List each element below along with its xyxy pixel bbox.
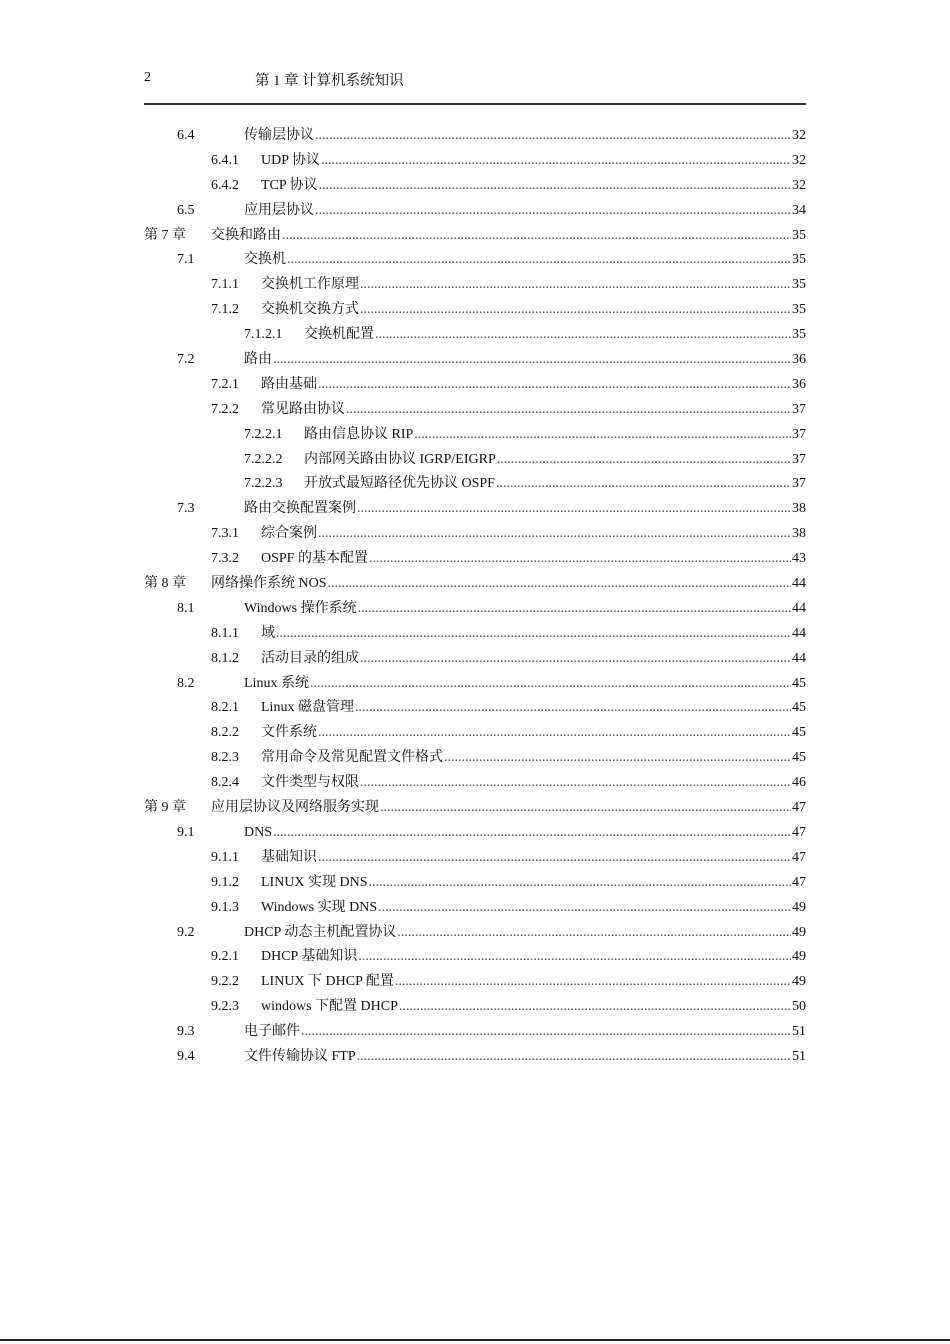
toc-entry-body: [261, 871, 806, 896]
toc-entry-title: 文件系统: [261, 725, 317, 741]
toc-entry[interactable]: [144, 846, 806, 871]
toc-entry-title: Windows 实现 DNS: [261, 899, 378, 915]
toc-entry-title: 域: [261, 625, 275, 641]
toc-entry-body: [244, 348, 806, 373]
toc-entry[interactable]: [144, 622, 806, 647]
toc-entry[interactable]: [144, 373, 806, 398]
toc-entry-title: 交换机: [244, 252, 286, 268]
toc-entry[interactable]: [144, 995, 806, 1020]
toc-entry-body: [261, 846, 806, 871]
toc-entry-body: [261, 995, 806, 1020]
toc-entry-page: 43: [792, 551, 806, 567]
toc-entry-body: [211, 796, 806, 821]
toc-entry[interactable]: [144, 647, 806, 672]
dot-leader: [360, 298, 791, 323]
toc-entry[interactable]: [144, 423, 806, 448]
toc-entry-title: OSPF 的基本配置: [261, 551, 368, 567]
toc-entry-title: TCP 协议: [261, 177, 318, 193]
toc-entry-number: 7.1.1: [211, 277, 239, 293]
toc-entry-title: LINUX 下 DHCP 配置: [261, 974, 394, 990]
toc-entry[interactable]: [144, 273, 806, 298]
dot-leader: [318, 721, 791, 746]
dot-leader: [318, 373, 791, 398]
toc-entry-body: [261, 298, 806, 323]
toc-entry-number: 7.2.2.1: [244, 426, 283, 442]
toc-entry-number: 9.1.3: [211, 899, 239, 915]
toc-entry-number: 6.4.1: [211, 152, 239, 168]
toc-entry-page: 34: [792, 202, 806, 218]
toc-entry[interactable]: [144, 248, 806, 273]
toc-entry-body: [261, 174, 806, 199]
toc-entry-page: 47: [792, 800, 806, 816]
toc-entry-page: 47: [792, 824, 806, 840]
toc-entry-page: 32: [792, 152, 806, 168]
toc-entry-number: 7.3.1: [211, 526, 239, 542]
toc-entry-number: 7.1.2.1: [244, 327, 283, 343]
dot-leader: [282, 224, 791, 249]
toc-entry-title: 内部网关路由协议 IGRP/EIGRP: [304, 451, 496, 467]
toc-entry[interactable]: [144, 199, 806, 224]
toc-entry-body: [261, 149, 806, 174]
dot-leader: [319, 174, 791, 199]
toc-entry[interactable]: [144, 721, 806, 746]
toc-entry-title: 交换机配置: [304, 327, 374, 343]
toc-entry-body: [261, 398, 806, 423]
toc-entry-title: 常用命令及常见配置文件格式: [261, 750, 443, 766]
toc-entry-page: 51: [792, 1024, 806, 1040]
toc-entry-title: 传输层协议: [244, 128, 314, 143]
toc-entry[interactable]: [144, 547, 806, 572]
toc-entry-page: 44: [792, 650, 806, 666]
toc-entry-body: [304, 472, 806, 497]
toc-entry[interactable]: [144, 572, 806, 597]
dot-leader: [444, 746, 791, 771]
toc-entry-number: 8.2.4: [211, 775, 239, 791]
toc-entry-page: 37: [792, 426, 806, 442]
toc-entry-body: [261, 771, 806, 796]
toc-entry-body: [304, 323, 806, 348]
toc-entry-number: 8.2: [177, 675, 195, 691]
toc-entry-number: 9.2.3: [211, 999, 239, 1015]
toc-entry[interactable]: [144, 298, 806, 323]
toc-entry[interactable]: [144, 796, 806, 821]
toc-entry-page: 49: [792, 974, 806, 990]
toc-entry-page: 38: [792, 501, 806, 517]
dot-leader: [357, 1045, 791, 1070]
toc-entry[interactable]: [144, 1045, 806, 1070]
toc-entry-number: 7.3.2: [211, 551, 239, 567]
toc-entry-title: 文件类型与权限: [261, 775, 359, 791]
toc-entry-body: [244, 199, 806, 224]
dot-leader: [497, 448, 791, 473]
toc-entry-title: 文件传输协议 FTP: [244, 1048, 356, 1064]
dot-leader: [321, 149, 791, 174]
toc-entry-title: 路由: [244, 352, 272, 368]
toc-entry[interactable]: [144, 921, 806, 946]
toc-entry-title: 常见路由协议: [261, 401, 345, 417]
dot-leader: [358, 597, 791, 622]
toc-entry-title: 应用层协议及网络服务实现: [211, 800, 379, 816]
toc-entry-number: 第 7 章: [144, 227, 186, 243]
page-bottom-edge: [0, 1339, 950, 1341]
toc-entry[interactable]: [144, 821, 806, 846]
toc-entry-body: [261, 696, 806, 721]
toc-entry-number: 7.1: [177, 252, 195, 268]
dot-leader: [360, 647, 791, 672]
dot-leader: [301, 1020, 791, 1045]
toc-entry-page: 47: [792, 874, 806, 890]
toc-entry-title: 交换和路由: [211, 227, 281, 243]
running-chapter-title: 第 1 章 计算机系统知识: [255, 73, 404, 89]
toc-entry-body: [304, 448, 806, 473]
toc-entry-number: 7.2.1: [211, 376, 239, 392]
toc-entry-title: Linux 磁盘管理: [261, 700, 354, 716]
toc-entry-number: 8.1.2: [211, 650, 239, 666]
toc-entry-number: 8.2.3: [211, 750, 239, 766]
toc-entry-number: 8.2.1: [211, 700, 239, 716]
dot-leader: [318, 522, 791, 547]
dot-leader: [273, 348, 791, 373]
toc-entry[interactable]: [144, 871, 806, 896]
toc-entry[interactable]: [144, 472, 806, 497]
toc-entry-page: 45: [792, 725, 806, 741]
toc-entry[interactable]: [144, 124, 806, 149]
toc-entry-body: [244, 124, 806, 149]
toc-entry-body: [244, 248, 806, 273]
toc-entry-title: UDP 协议: [261, 152, 320, 168]
toc-entry[interactable]: [144, 448, 806, 473]
toc-entry-body: [211, 224, 806, 249]
toc-entry-page: 35: [792, 252, 806, 268]
toc-entry-body: [244, 1045, 806, 1070]
toc-entry[interactable]: [144, 149, 806, 174]
toc-entry-page: 44: [792, 600, 806, 616]
dot-leader: [380, 796, 791, 821]
dot-leader: [399, 995, 791, 1020]
dot-leader: [273, 821, 791, 846]
toc-entry-title: DHCP 基础知识: [261, 949, 358, 965]
toc-entry[interactable]: [144, 174, 806, 199]
toc-entry[interactable]: [144, 348, 806, 373]
toc-entry-title: 活动目录的组成: [261, 650, 359, 666]
toc-entry-title: 应用层协议: [244, 202, 314, 218]
toc-entry-page: 37: [792, 401, 806, 417]
toc-entry-page: 45: [792, 700, 806, 716]
dot-leader: [287, 248, 791, 273]
toc-entry-title: DHCP 动态主机配置协议: [244, 924, 397, 940]
dot-leader: [369, 871, 791, 896]
dot-leader: [355, 696, 791, 721]
toc-entry-body: [261, 373, 806, 398]
toc-entry-body: [261, 970, 806, 995]
toc-entry[interactable]: [144, 970, 806, 995]
toc-entry[interactable]: [144, 896, 806, 921]
toc-entry-number: 9.2: [177, 924, 195, 940]
toc-entry-title: 路由信息协议 RIP: [304, 426, 414, 442]
dot-leader: [346, 398, 791, 423]
toc-entry-number: 6.4: [177, 128, 195, 143]
toc-entry-number: 9.3: [177, 1024, 195, 1040]
toc-entry-number: 7.2.2.3: [244, 476, 283, 492]
dot-leader: [496, 472, 791, 497]
toc-entry-number: 6.5: [177, 202, 195, 218]
dot-leader: [358, 945, 791, 970]
dot-leader: [369, 547, 791, 572]
toc-entry-page: 45: [792, 675, 806, 691]
toc-entry-body: [244, 821, 806, 846]
dot-leader: [395, 970, 791, 995]
toc-entry-number: 8.1.1: [211, 625, 239, 641]
toc-entry-title: 路由交换配置案例: [244, 501, 356, 517]
toc-entry[interactable]: [144, 696, 806, 721]
toc-entry-title: DNS: [244, 824, 273, 840]
toc-entry-title: 交换机工作原理: [261, 277, 359, 293]
page-number: 2: [144, 70, 151, 85]
toc-entry-number: 第 9 章: [144, 800, 186, 816]
toc-entry[interactable]: [144, 497, 806, 522]
toc-entry-page: 38: [792, 526, 806, 542]
toc-entry-title: 路由基础: [261, 376, 317, 392]
toc-entry-page: 37: [792, 476, 806, 492]
page-header: [144, 66, 806, 90]
toc-entry-page: 49: [792, 924, 806, 940]
toc-entry-page: 49: [792, 899, 806, 915]
toc-entry-number: 9.1.2: [211, 874, 239, 890]
toc-entry-body: [261, 896, 806, 921]
toc-entry-body: [244, 597, 806, 622]
toc-entry-page: 36: [792, 376, 806, 392]
dot-leader: [276, 622, 791, 647]
toc-entry-body: [244, 921, 806, 946]
toc-entry[interactable]: [144, 597, 806, 622]
table-of-contents: [144, 124, 806, 1070]
toc-entry-page: 37: [792, 451, 806, 467]
toc-entry-number: 第 8 章: [144, 576, 186, 592]
toc-entry-body: [261, 746, 806, 771]
toc-entry-page: 35: [792, 227, 806, 243]
toc-entry[interactable]: [144, 771, 806, 796]
toc-entry-page: 44: [792, 625, 806, 641]
toc-entry[interactable]: [144, 323, 806, 348]
toc-entry-body: [261, 721, 806, 746]
toc-entry-body: [244, 672, 806, 697]
toc-entry-page: 35: [792, 327, 806, 343]
toc-entry-body: [261, 945, 806, 970]
toc-entry-number: 7.2.2.2: [244, 451, 283, 467]
toc-entry-title: 开放式最短路径优先协议 OSPF: [304, 476, 495, 492]
toc-entry-page: 35: [792, 277, 806, 293]
dot-leader: [360, 771, 791, 796]
toc-entry[interactable]: [144, 224, 806, 249]
toc-entry-number: 9.1: [177, 824, 195, 840]
toc-entry-number: 9.2.2: [211, 974, 239, 990]
toc-entry-title: 交换机交换方式: [261, 302, 359, 318]
toc-entry-number: 8.1: [177, 600, 195, 616]
toc-entry-body: [244, 497, 806, 522]
toc-entry-page: 32: [792, 128, 806, 143]
dot-leader: [315, 199, 791, 224]
dot-leader: [397, 921, 791, 946]
toc-entry-body: [261, 273, 806, 298]
toc-entry-title: windows 下配置 DHCP: [261, 999, 398, 1015]
toc-entry[interactable]: [144, 672, 806, 697]
toc-entry-body: [261, 647, 806, 672]
toc-entry[interactable]: [144, 398, 806, 423]
toc-entry-title: 电子邮件: [244, 1024, 300, 1040]
dot-leader: [360, 273, 791, 298]
dot-leader: [375, 323, 791, 348]
dot-leader: [315, 124, 791, 149]
dot-leader: [378, 896, 791, 921]
toc-entry-title: 网络操作系统 NOS: [211, 576, 327, 592]
toc-entry-page: 36: [792, 352, 806, 368]
dot-leader: [318, 846, 791, 871]
toc-entry-number: 7.2.2: [211, 401, 239, 417]
toc-entry-page: 44: [792, 576, 806, 592]
toc-entry-page: 50: [792, 999, 806, 1015]
toc-entry-number: 6.4.2: [211, 177, 239, 193]
dot-leader: [328, 572, 791, 597]
toc-entry-page: 49: [792, 949, 806, 965]
toc-entry-body: [261, 622, 806, 647]
toc-entry-title: LINUX 实现 DNS: [261, 874, 368, 890]
toc-entry-number: 7.1.2: [211, 302, 239, 318]
toc-entry-number: 9.4: [177, 1048, 195, 1064]
toc-entry-page: 46: [792, 775, 806, 791]
toc-entry-title: Linux 系统: [244, 675, 309, 691]
toc-entry-page: 47: [792, 849, 806, 865]
toc-entry-title: 基础知识: [261, 849, 317, 865]
toc-entry-page: 51: [792, 1048, 806, 1064]
toc-entry[interactable]: [144, 522, 806, 547]
dot-leader: [310, 672, 791, 697]
toc-entry-page: 32: [792, 177, 806, 193]
toc-entry[interactable]: [144, 1020, 806, 1045]
toc-entry-body: [304, 423, 806, 448]
toc-entry-number: 8.2.2: [211, 725, 239, 741]
toc-entry-body: [261, 522, 806, 547]
dot-leader: [414, 423, 791, 448]
toc-entry-title: Windows 操作系统: [244, 600, 357, 616]
toc-entry-number: 9.1.1: [211, 849, 239, 865]
toc-entry[interactable]: [144, 746, 806, 771]
header-rule: [144, 103, 806, 105]
toc-entry-number: 9.2.1: [211, 949, 239, 965]
toc-entry-body: [244, 1020, 806, 1045]
toc-entry-body: [261, 547, 806, 572]
dot-leader: [357, 497, 791, 522]
toc-entry[interactable]: [144, 945, 806, 970]
toc-entry-page: 35: [792, 302, 806, 318]
toc-entry-title: 综合案例: [261, 526, 317, 542]
toc-entry-body: [211, 572, 806, 597]
toc-entry-number: 7.3: [177, 501, 195, 517]
toc-entry-page: 45: [792, 750, 806, 766]
toc-entry-number: 7.2: [177, 352, 195, 368]
